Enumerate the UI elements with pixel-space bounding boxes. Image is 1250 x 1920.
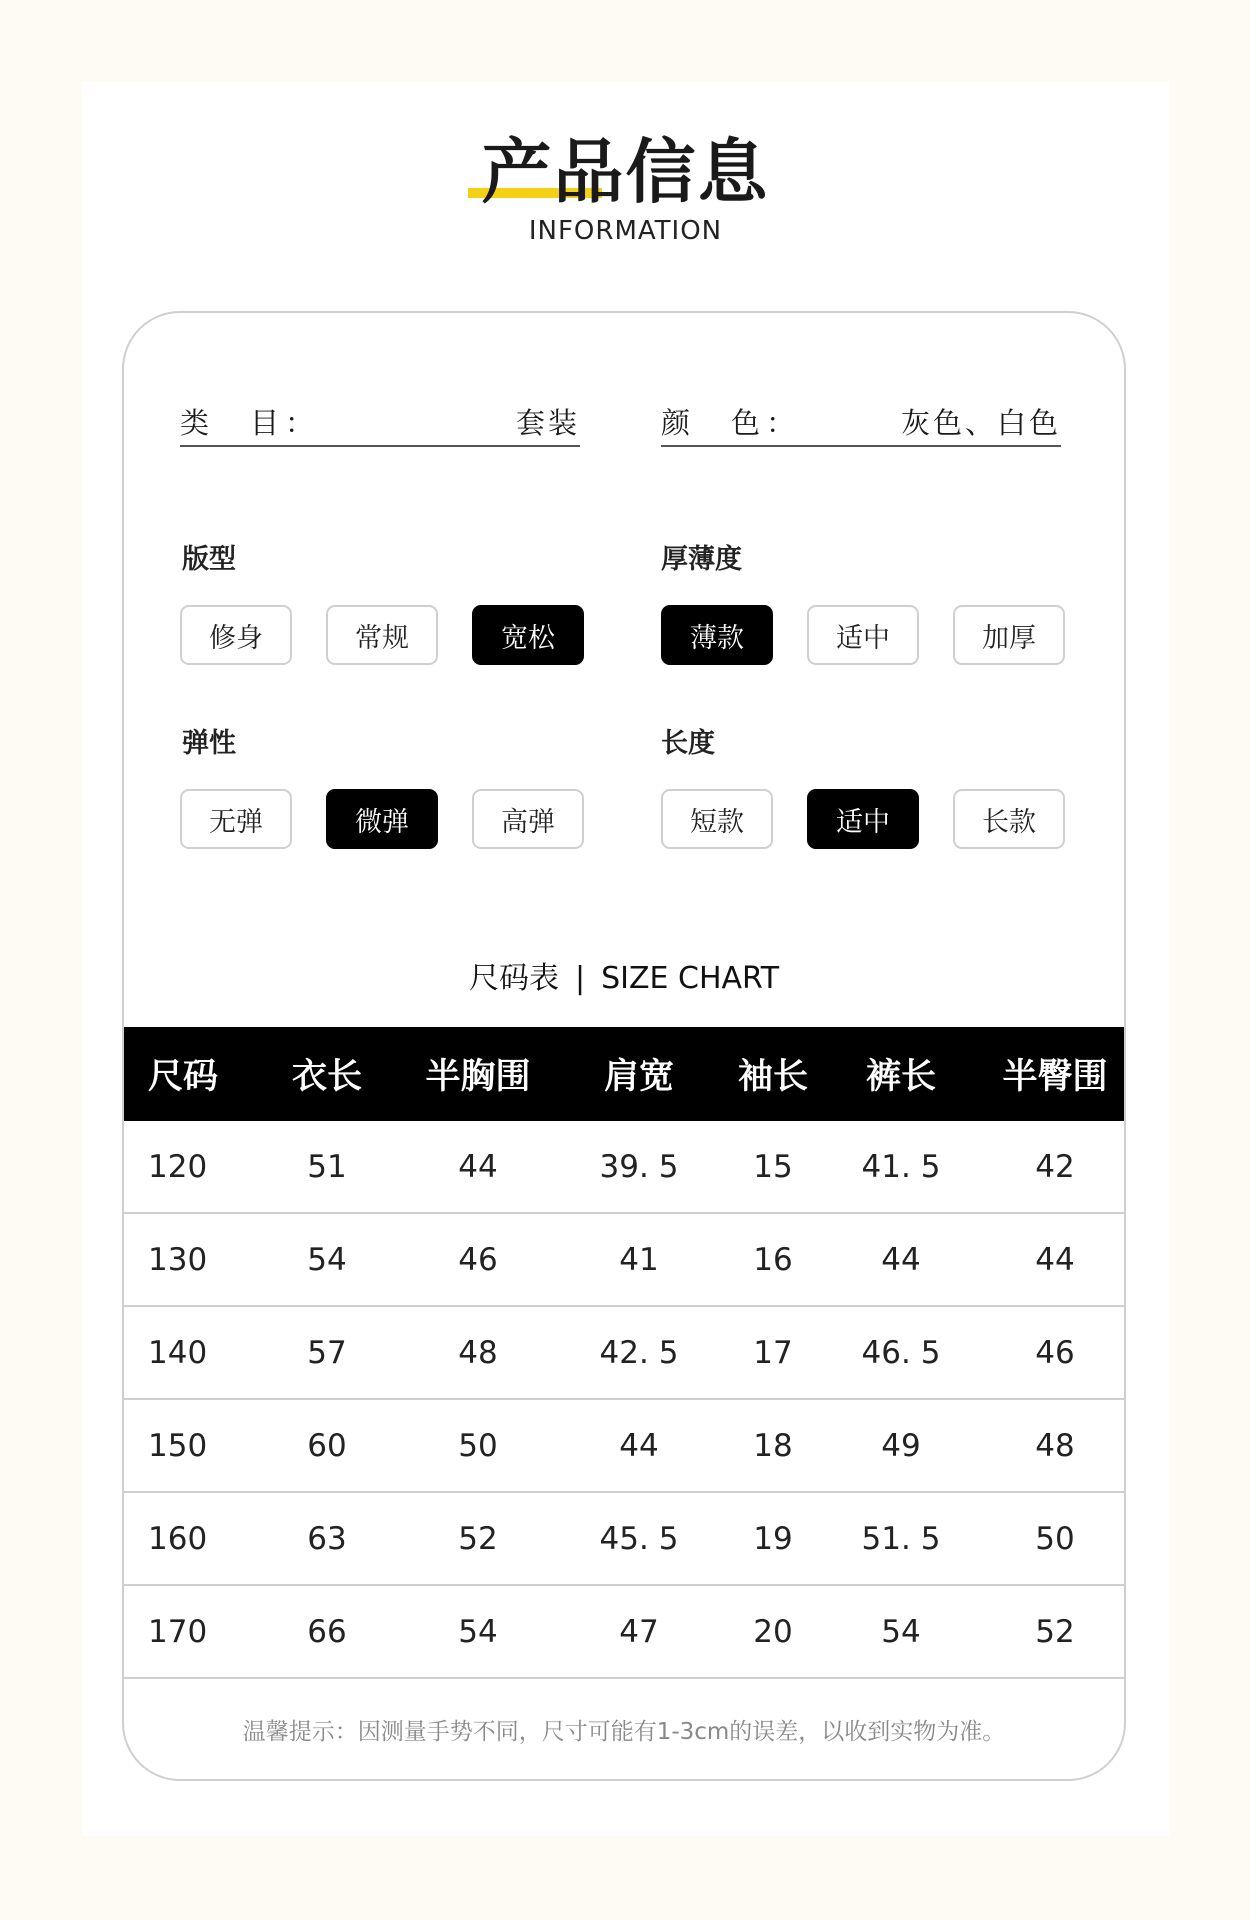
measurement-cell: 44	[404, 1121, 552, 1213]
measurement-cell: 54	[404, 1585, 552, 1678]
page-subtitle: INFORMATION	[528, 216, 723, 246]
table-row	[124, 1585, 1126, 1678]
measurement-cell: 54	[820, 1585, 982, 1678]
measurement-cell: 41. 5	[820, 1121, 982, 1213]
measurement-cell: 20	[726, 1585, 820, 1678]
measurement-cell: 44	[552, 1399, 726, 1492]
measurement-cell: 42. 5	[552, 1306, 726, 1399]
measurement-cell: 44	[982, 1213, 1126, 1306]
column-header: 裤长	[820, 1027, 982, 1121]
column-header: 半臀围	[982, 1027, 1126, 1121]
measurement-cell: 19	[726, 1492, 820, 1585]
thickness-option-thick[interactable]: 加厚	[953, 605, 1065, 665]
column-header: 袖长	[726, 1027, 820, 1121]
size-cell: 170	[124, 1585, 250, 1678]
measurement-cell: 41	[552, 1213, 726, 1306]
length-options	[661, 789, 1065, 849]
measurement-cell: 52	[404, 1492, 552, 1585]
measurement-cell: 63	[250, 1492, 404, 1585]
elasticity-option-high[interactable]: 高弹	[472, 789, 584, 849]
info-card	[122, 311, 1126, 1781]
measurement-cell: 16	[726, 1213, 820, 1306]
column-header: 半胸围	[404, 1027, 552, 1121]
column-header: 衣长	[250, 1027, 404, 1121]
measurement-cell: 57	[250, 1306, 404, 1399]
table-row	[124, 1399, 1126, 1492]
measurement-cell: 66	[250, 1585, 404, 1678]
measurement-cell: 39. 5	[552, 1121, 726, 1213]
column-header: 肩宽	[552, 1027, 726, 1121]
measurement-cell: 50	[982, 1492, 1126, 1585]
fit-option-loose[interactable]: 宽松	[472, 605, 584, 665]
caption-separator: |	[574, 961, 586, 996]
size-table	[124, 1027, 1126, 1679]
size-chart-caption-en: SIZE CHART	[601, 961, 780, 996]
length-option-long[interactable]: 长款	[953, 789, 1065, 849]
fit-option-regular[interactable]: 常规	[326, 605, 438, 665]
table-row	[124, 1213, 1126, 1306]
measurement-note: 温馨提示：因测量手势不同，尺寸可能有1-3cm的误差，以收到实物为准。	[242, 1719, 1006, 1745]
size-table-body	[124, 1121, 1126, 1678]
size-cell: 150	[124, 1399, 250, 1492]
measurement-cell: 44	[820, 1213, 982, 1306]
length-title: 长度	[661, 728, 715, 759]
measurement-cell: 47	[552, 1585, 726, 1678]
measurement-cell: 15	[726, 1121, 820, 1213]
title-block	[82, 130, 1169, 214]
measurement-cell: 60	[250, 1399, 404, 1492]
measurement-cell: 45. 5	[552, 1492, 726, 1585]
color-value: 灰色、白色	[900, 406, 1061, 440]
size-cell: 160	[124, 1492, 250, 1585]
category-field	[180, 393, 580, 447]
page-title-wrap	[482, 130, 770, 214]
measurement-cell: 48	[982, 1399, 1126, 1492]
table-row	[124, 1121, 1126, 1213]
measurement-cell: 48	[404, 1306, 552, 1399]
table-row	[124, 1306, 1126, 1399]
thickness-option-medium[interactable]: 适中	[807, 605, 919, 665]
length-option-medium[interactable]: 适中	[807, 789, 919, 849]
color-field	[661, 393, 1061, 447]
measurement-cell: 52	[982, 1585, 1126, 1678]
measurement-cell: 17	[726, 1306, 820, 1399]
size-cell: 130	[124, 1213, 250, 1306]
color-label: 颜 色：	[661, 406, 802, 440]
measurement-cell: 46	[982, 1306, 1126, 1399]
size-cell: 120	[124, 1121, 250, 1213]
product-info-sheet	[82, 82, 1169, 1836]
elasticity-title: 弹性	[182, 728, 236, 759]
table-row	[124, 1492, 1126, 1585]
measurement-cell: 51	[250, 1121, 404, 1213]
category-value: 套装	[515, 406, 580, 440]
measurement-cell: 51. 5	[820, 1492, 982, 1585]
column-header: 尺码	[124, 1027, 250, 1121]
measurement-cell: 46. 5	[820, 1306, 982, 1399]
measurement-cell: 50	[404, 1399, 552, 1492]
thickness-title: 厚薄度	[661, 544, 742, 575]
size-chart-caption	[124, 953, 1124, 997]
fit-options	[180, 605, 584, 665]
size-table-header-row	[124, 1027, 1126, 1121]
elasticity-options	[180, 789, 584, 849]
measurement-cell: 46	[404, 1213, 552, 1306]
measurement-cell: 54	[250, 1213, 404, 1306]
thickness-option-thin[interactable]: 薄款	[661, 605, 773, 665]
thickness-options	[661, 605, 1065, 665]
size-cell: 140	[124, 1306, 250, 1399]
elasticity-option-none[interactable]: 无弹	[180, 789, 292, 849]
measurement-cell: 18	[726, 1399, 820, 1492]
page-title: 产品信息	[481, 131, 770, 213]
fit-option-slim[interactable]: 修身	[180, 605, 292, 665]
measurement-cell: 49	[820, 1399, 982, 1492]
size-chart-caption-cn: 尺码表	[468, 961, 559, 996]
length-option-short[interactable]: 短款	[661, 789, 773, 849]
measurement-cell: 42	[982, 1121, 1126, 1213]
elasticity-option-slight[interactable]: 微弹	[326, 789, 438, 849]
category-label: 类 目：	[180, 406, 321, 440]
fit-title: 版型	[182, 544, 236, 575]
